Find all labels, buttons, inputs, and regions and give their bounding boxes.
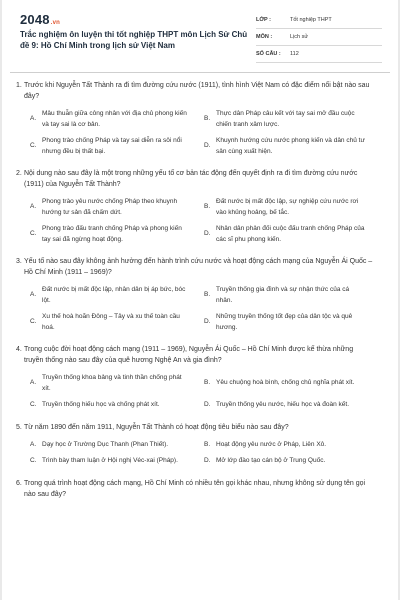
option-text: Phong trào yêu nước chống Pháp theo khuynh hướng tư sản đã chấm dứt. xyxy=(42,198,178,216)
option-grid xyxy=(10,285,388,333)
option-letter: B. xyxy=(204,203,211,211)
option-a[interactable] xyxy=(30,285,192,306)
option-text: Truyền thống khoa bảng và tinh thần chống phát xít. xyxy=(42,374,182,392)
option-grid xyxy=(10,109,388,157)
question-number: 4. xyxy=(16,346,22,353)
meta-label: SỐ CÂU : xyxy=(256,51,281,57)
option-text: Phong trào đấu tranh chống Pháp và phong kiến tay sai đã ngừng hoạt động. xyxy=(42,225,182,243)
option-letter: D. xyxy=(204,457,211,464)
option-letter: D. xyxy=(204,230,211,238)
option-letter: D. xyxy=(204,142,211,150)
question-text: Trong cuộc đời hoạt động cách mạng (1911 – 1969), Nguyễn Ái Quốc – Hồ Chí Minh được kế thừa những truyền thống nào sau đây của quê hương Nghệ An và gia đình? xyxy=(24,346,354,364)
option-d[interactable] xyxy=(204,456,366,467)
question-text: Từ năm 1890 đến năm 1911, Nguyễn Tất Thành có hoạt động tiêu biểu nào sau đây? xyxy=(24,423,289,431)
meta-value: 112 xyxy=(290,51,299,57)
site-logo[interactable] xyxy=(20,12,60,27)
logo-suffix: .vn xyxy=(50,20,61,26)
option-text: Truyền thống hiếu học và chống phát xít. xyxy=(42,401,160,408)
option-text: Khuynh hướng cứu nước phong kiến và dân chủ tư sản cùng xuất hiện. xyxy=(216,137,365,155)
meta-value: Lịch sử xyxy=(290,34,309,40)
option-d[interactable] xyxy=(204,224,366,245)
option-c[interactable] xyxy=(30,224,192,245)
option-b[interactable] xyxy=(204,373,366,394)
question-number: 2. xyxy=(16,170,22,177)
question-number: 5. xyxy=(16,423,22,431)
option-text: Xu thế hoà hoãn Đông – Tây và xu thế toàn cầu hoá. xyxy=(42,313,180,331)
meta-label: LỚP : xyxy=(256,17,271,23)
option-letter: B. xyxy=(204,291,211,299)
question-number: 6. xyxy=(16,479,22,487)
option-letter: A. xyxy=(30,291,37,299)
option-letter: A. xyxy=(30,379,37,387)
option-c[interactable] xyxy=(30,456,192,467)
option-text: Mâu thuẫn giữa công nhân với địa chủ phong kiến và tay sai là cơ bản. xyxy=(42,110,187,128)
document-title: Trắc nghiệm ôn luyện thi tốt nghiệp THPT môn Lịch Sử Chủ đề 9: Hồ Chí Minh trong lịch sử Việt Nam xyxy=(20,30,248,50)
option-text: Dạy học ở Trường Dục Thanh (Phan Thiết). xyxy=(42,440,169,448)
meta-label: MÔN : xyxy=(256,34,273,40)
option-a[interactable] xyxy=(30,373,192,394)
question-4 xyxy=(10,344,388,411)
meta-row-class xyxy=(256,12,382,29)
logo-text: 2048 xyxy=(20,12,50,27)
question-5 xyxy=(10,422,388,467)
option-text: Trình bày tham luận ở Hội nghị Véc-xai (Pháp). xyxy=(42,457,178,464)
option-c[interactable] xyxy=(30,312,192,333)
option-letter: C. xyxy=(30,142,37,150)
option-letter: D. xyxy=(204,318,211,326)
option-b[interactable] xyxy=(204,197,366,218)
option-letter: C. xyxy=(30,318,37,326)
option-text: Thực dân Pháp câu kết với tay sai mở đầu cuộc chiến tranh xâm lược. xyxy=(216,110,355,128)
question-list xyxy=(10,80,388,503)
option-letter: A. xyxy=(30,440,37,448)
option-b[interactable] xyxy=(204,285,366,306)
question-text: Nội dung nào sau đây là một trong những yếu tố cơ bản tác động đến quyết định ra đi tìm đường cứu nước (1911) của Nguyễn Tất Thành? xyxy=(24,170,358,188)
option-a[interactable] xyxy=(30,109,192,130)
option-grid xyxy=(10,440,388,467)
document-page xyxy=(2,0,398,600)
option-d[interactable] xyxy=(204,312,366,333)
option-d[interactable] xyxy=(204,400,366,411)
question-text: Yếu tố nào sau đây không ảnh hưởng đến hành trình cứu nước và hoạt động cách mạng của Nguyễn Ái Quốc – Hồ Chí Minh (1911 – 1969)? xyxy=(24,258,373,276)
option-letter: C. xyxy=(30,401,37,408)
option-text: Đất nước bị mất độc lập, nhân dân bị áp bức, bóc lột. xyxy=(42,286,186,304)
option-letter: C. xyxy=(30,457,37,464)
option-text: Yêu chuộng hoà bình, chống chủ nghĩa phát xít. xyxy=(216,379,355,387)
option-a[interactable] xyxy=(30,197,192,218)
question-3 xyxy=(10,256,388,333)
option-text: Nhân dân phản đối cuộc đấu tranh chống Pháp của các sĩ phu phong kiến. xyxy=(216,225,365,243)
question-number: 1. xyxy=(16,82,22,89)
option-letter: D. xyxy=(204,401,211,408)
option-text: Hoạt động yêu nước ở Pháp, Liên Xô. xyxy=(216,440,327,448)
option-text: Mở lớp đào tạo cán bộ ở Trung Quốc. xyxy=(216,457,326,464)
question-text: Trước khi Nguyễn Tất Thành ra đi tìm đường cứu nước (1911), tình hình Việt Nam có đặc điểm nổi bật nào sau đây? xyxy=(24,82,370,100)
meta-table xyxy=(256,12,382,63)
option-c[interactable] xyxy=(30,400,192,411)
option-letter: B. xyxy=(204,115,211,123)
option-letter: C. xyxy=(30,230,37,238)
option-c[interactable] xyxy=(30,136,192,157)
option-text: Đất nước bị mất độc lập, sự nghiệp cứu nước rơi vào khủng hoảng, bế tắc. xyxy=(216,198,359,216)
option-letter: B. xyxy=(204,440,211,448)
option-b[interactable] xyxy=(204,440,366,451)
option-text: Truyền thống gia đình và sự nhận thức của cá nhân. xyxy=(216,286,350,304)
option-grid xyxy=(10,373,388,411)
option-letter: B. xyxy=(204,379,211,387)
option-letter: A. xyxy=(30,203,37,211)
option-text: Phong trào chống Pháp và tay sai diễn ra sôi nổi nhưng đều bị thất bại. xyxy=(42,137,182,155)
question-number: 3. xyxy=(16,258,22,265)
meta-row-subject xyxy=(256,29,382,46)
question-1 xyxy=(10,80,388,157)
meta-row-count xyxy=(256,46,382,63)
question-2 xyxy=(10,168,388,245)
option-b[interactable] xyxy=(204,109,366,130)
document-header xyxy=(20,12,382,62)
meta-value: Tốt nghiệp THPT xyxy=(290,17,332,23)
option-grid xyxy=(10,197,388,245)
option-d[interactable] xyxy=(204,136,366,157)
question-text: Trong quá trình hoạt động cách mạng, Hồ Chí Minh có nhiều tên gọi khác nhau, nhưng không sử dụng tên gọi nào sau đây? xyxy=(24,479,366,498)
question-6 xyxy=(10,478,388,498)
header-divider xyxy=(10,72,390,73)
option-letter: A. xyxy=(30,115,37,123)
option-text: Những truyền thống tốt đẹp của dân tộc và quê hương. xyxy=(216,313,353,331)
option-text: Truyền thống yêu nước, hiếu học và đoàn kết. xyxy=(216,401,350,408)
option-a[interactable] xyxy=(30,440,192,451)
